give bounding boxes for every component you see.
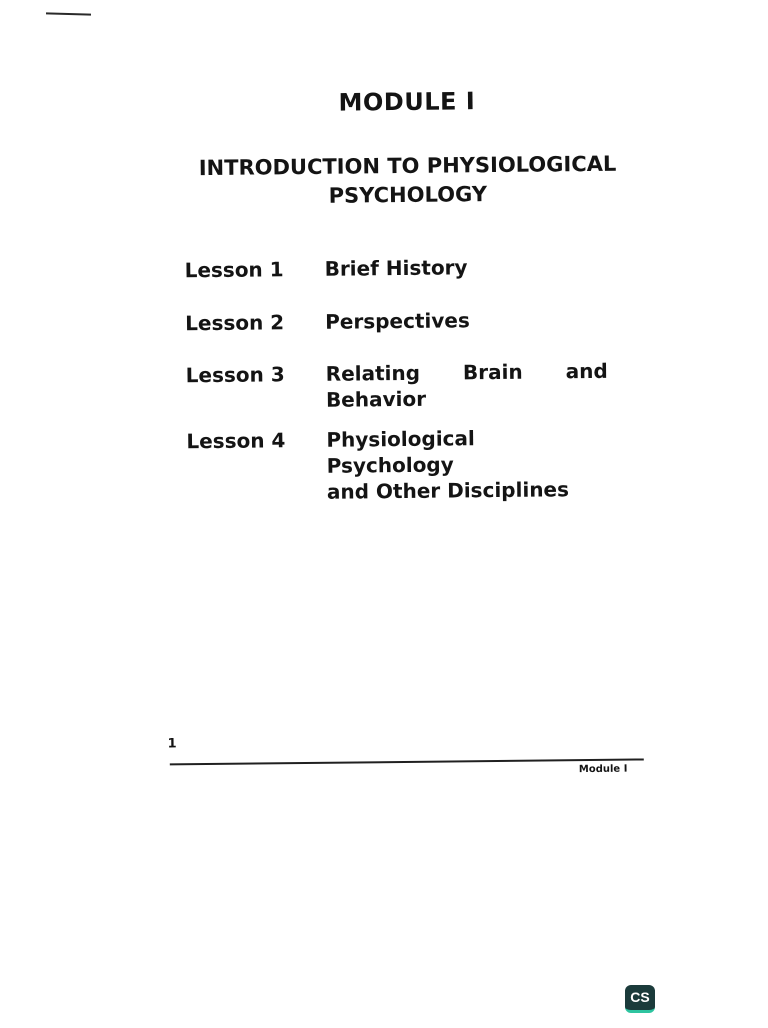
lesson-title: Perspectives xyxy=(325,308,470,334)
lesson-title: Brief History xyxy=(324,255,468,281)
lesson-item-2 xyxy=(185,306,615,336)
lesson-item-3 xyxy=(185,358,616,412)
lesson-number: Lesson 3 xyxy=(185,362,285,388)
footer-page-number: 1 xyxy=(167,736,177,752)
footer-module-label: Module I xyxy=(578,763,628,776)
lesson-number: Lesson 1 xyxy=(184,257,284,283)
lesson-title-line-2: Behavior xyxy=(325,386,427,412)
module-subtitle xyxy=(177,150,638,213)
lesson-number: Lesson 2 xyxy=(185,310,285,336)
lesson-title-line-2: and Other Disciplines xyxy=(326,477,570,504)
lesson-title xyxy=(326,424,609,505)
camscanner-icon xyxy=(625,985,655,1013)
lesson-number: Lesson 4 xyxy=(186,428,286,454)
lesson-title xyxy=(326,358,609,413)
lesson-title-line-1: Physiological Psychology xyxy=(326,426,475,478)
camscanner-badge-text: CS xyxy=(630,989,650,1005)
lesson-item-4 xyxy=(186,424,616,504)
lesson-item-1 xyxy=(184,253,614,283)
lesson-title-line-1: Relating Brain and xyxy=(325,358,608,386)
footer-divider xyxy=(170,758,644,765)
subtitle-line-2: PSYCHOLOGY xyxy=(328,182,488,208)
module-title: MODULE I xyxy=(338,87,476,117)
subtitle-line-1: INTRODUCTION TO PHYSIOLOGICAL xyxy=(198,151,617,181)
